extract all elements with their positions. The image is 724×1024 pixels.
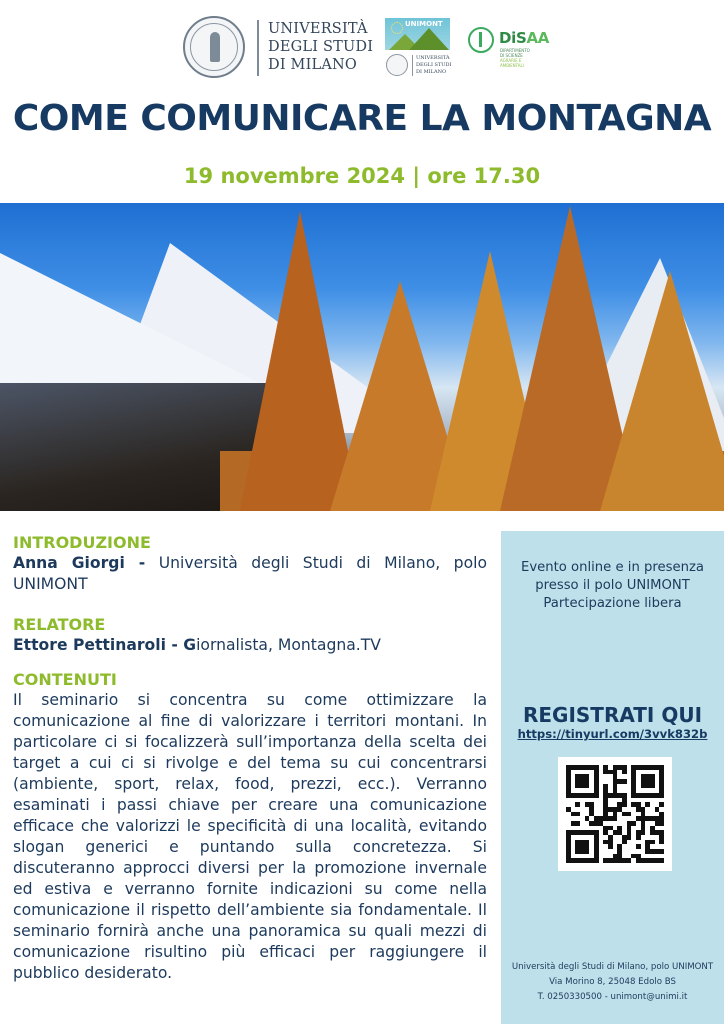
disaa-name-accent: AA — [526, 29, 550, 47]
section-heading: RELATORE — [13, 615, 106, 634]
disaa-sub-line: DIPARTIMENTO — [500, 48, 530, 53]
disaa-name-part: DiS — [499, 29, 527, 47]
section-body — [13, 553, 487, 595]
speaker-affiliation: iornalista, Montagna.TV — [196, 636, 381, 654]
footer-line: Via Morino 8, 25048 Edolo BS — [549, 977, 676, 987]
info-line: presso il polo UNIMONT — [535, 578, 690, 593]
speaker-name: Anna Giorgi - — [13, 554, 146, 572]
university-seal-icon — [386, 54, 408, 76]
mountain-photo — [0, 203, 724, 511]
unimont-logo-label: UNIMONT — [405, 20, 443, 28]
unimont-logo — [385, 18, 450, 50]
header-logos — [0, 14, 724, 78]
university-name-line: DI MILANO — [268, 57, 358, 73]
section-heading: CONTENUTI — [13, 670, 117, 689]
disaa-sub-line: AGRARIE E — [500, 58, 522, 63]
section-body: Il seminario si concentra su come ottimizzare la comunicazione al fine di valorizzare i territori montani. In particolare ci si focalizzerà sull’importanza della scelta dei target a cui ci si rivolge e del tema su cui concentrarsi (ambiente, sport, relax, food, prezzi, ecc.). Verranno esaminati i passi chiave per creare una comunicazione efficace che valorizzi le specificità di una località, evitando slogan generici e puntando sulla concretezza. Si discuteranno approcci diversi per la promozione invernale ed estiva e verranno fornite indicazioni su come nella comunicazione il rispetto dell’ambiente sia fondamentale. Il seminario fornirà anche una panoramica su quali mezzi di comunicazione risultino più efficaci per raggiungere il pubblico desiderato. — [13, 691, 487, 982]
logo-divider — [257, 20, 259, 76]
disaa-subtitle — [500, 48, 530, 68]
disaa-sub-line: AMBIENTALI — [500, 63, 524, 68]
unimont-university-mark — [385, 54, 455, 78]
mini-name-line: DI MILANO — [416, 69, 447, 75]
section-relatore — [13, 615, 487, 656]
speaker-affiliation: Università degli Studi di Milano, polo UNIMONT — [13, 554, 487, 593]
event-title: COME COMUNICARE LA MONTAGNA — [12, 98, 712, 139]
university-name-line: UNIVERSITÀ — [268, 21, 368, 37]
event-date: 19 novembre 2024 | ore 17.30 — [183, 164, 541, 188]
program-column — [13, 533, 487, 984]
section-heading: INTRODUZIONE — [13, 533, 151, 552]
disaa-logo-name — [499, 29, 549, 47]
qr-code-icon[interactable] — [558, 757, 672, 871]
university-seal-icon — [183, 16, 245, 78]
mini-university-name — [416, 55, 452, 76]
logo-divider — [412, 55, 413, 76]
mini-name-line: DEGLI STUDI — [416, 62, 452, 68]
mountain-logo-icon — [409, 28, 449, 50]
university-name — [268, 20, 373, 74]
section-contenuti — [13, 670, 487, 984]
register-heading: REGISTRATI QUI — [522, 703, 703, 727]
disaa-sub-line: DI SCIENZE — [500, 53, 523, 58]
footer-line: Università degli Studi di Milano, polo UNIMONT — [511, 962, 714, 972]
eu-stars-icon — [391, 22, 403, 34]
section-introduzione — [13, 533, 487, 595]
register-link[interactable]: https://tinyurl.com/3vvk832b — [517, 727, 708, 741]
university-name-line: DEGLI STUDI — [268, 39, 374, 55]
speaker-name: Ettore Pettinaroli - G — [13, 636, 197, 654]
contact-footer — [501, 960, 724, 1005]
info-panel — [501, 531, 724, 1024]
leaf-icon — [468, 27, 494, 53]
event-info — [501, 559, 724, 613]
mini-name-line: UNIVERSITÀ — [416, 55, 450, 61]
footer-line: T. 0250330500 - unimont@unimi.it — [537, 992, 688, 1002]
section-body — [13, 635, 487, 656]
qr-code-pattern — [566, 765, 664, 863]
info-line: Partecipazione libera — [543, 596, 682, 611]
larch-tree — [600, 271, 724, 511]
info-line: Evento online e in presenza — [521, 560, 704, 575]
